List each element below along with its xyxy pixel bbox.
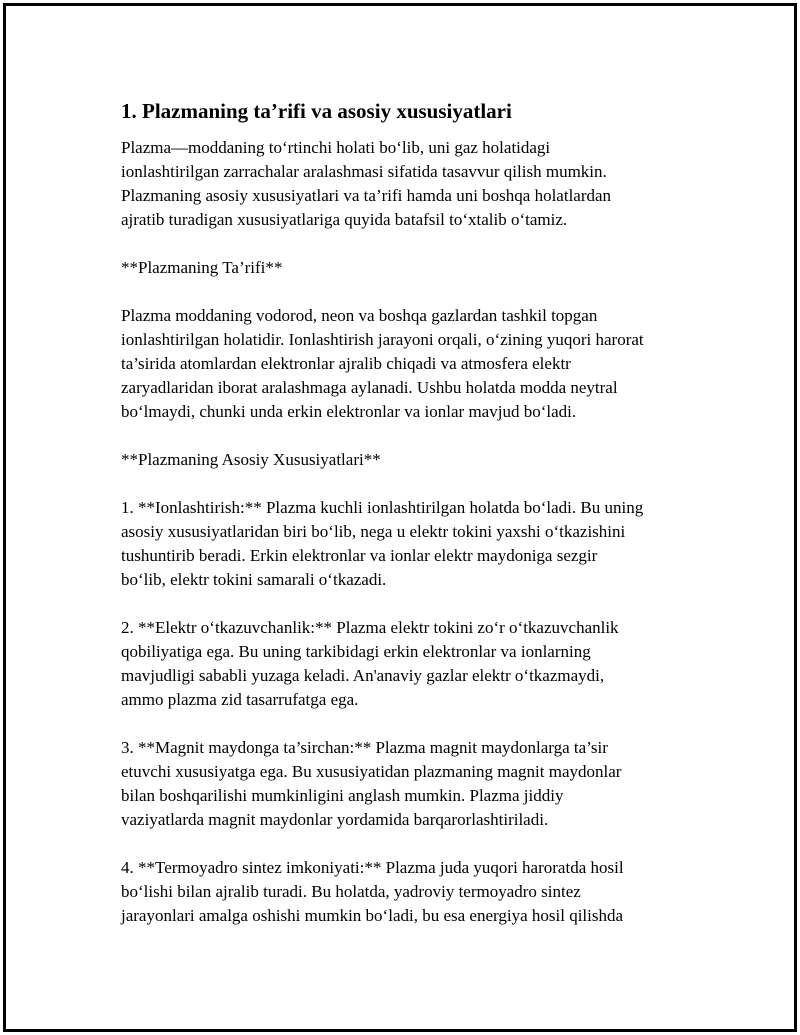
text-line: qobiliyatiga ega. Bu uning tarkibidagi erkin elektronlar va ionlarning xyxy=(121,642,591,661)
list-item-fusion xyxy=(121,856,721,928)
intro-paragraph xyxy=(121,136,721,232)
text-line: zaryadlaridan iborat aralashmaga aylanadi. Ushbu holatda modda neytral xyxy=(121,378,618,397)
list-item-conductivity xyxy=(121,616,721,712)
text-line: vaziyatlarda magnit maydonlar yordamida barqarorlashtiriladi. xyxy=(121,810,549,829)
page-frame xyxy=(3,3,797,1032)
text-line: tushuntirib beradi. Erkin elektronlar va ionlar elektr maydoniga sezgir xyxy=(121,546,598,565)
text-line: ionlashtirilgan zarrachalar aralashmasi sifatida tasavvur qilish mumkin. xyxy=(121,162,607,181)
definition-paragraph xyxy=(121,304,721,424)
text-line: etuvchi xususiyatga ega. Bu xususiyatidan plazmaning magnit maydonlar xyxy=(121,762,622,781)
text-line: ammo plazma zid tasarrufatga ega. xyxy=(121,690,359,709)
text-line: mavjudligi sababli yuzaga keladi. An'anaviy gazlar elektr o‘tkazmaydi, xyxy=(121,666,605,685)
text-line: bilan boshqarilishi mumkinligini anglash mumkin. Plazma jiddiy xyxy=(121,786,564,805)
text-line: Plazmaning asosiy xususiyatlari va ta’rifi hamda uni boshqa holatlardan xyxy=(121,186,612,205)
text-line: ionlashtirilgan holatidir. Ionlashtirish jarayoni orqali, o‘zining yuqori harorat xyxy=(121,330,644,349)
text-line: 2. **Elektr o‘tkazuvchanlik:** Plazma elektr tokini zo‘r o‘tkazuvchanlik xyxy=(121,618,619,637)
text-line: Plazma moddaning vodorod, neon va boshqa gazlardan tashkil topgan xyxy=(121,306,598,325)
text-line: 3. **Magnit maydonga ta’sirchan:** Plazma magnit maydonlarga ta’sir xyxy=(121,738,608,757)
text-line: bo‘lmaydi, chunki unda erkin elektronlar va ionlar mavjud bo‘ladi. xyxy=(121,402,577,421)
definition-heading xyxy=(121,256,721,280)
section-heading: 1. Plazmaning ta’rifi va asosiy xususiyatlari xyxy=(121,99,512,123)
text-line: asosiy xususiyatlaridan biri bo‘lib, nega u elektr tokini yaxshi o‘tkazishini xyxy=(121,522,626,541)
text-line: bo‘lishi bilan ajralib turadi. Bu holatda, yadroviy termoyadro sintez xyxy=(121,882,581,901)
text-line: jarayonlari amalga oshishi mumkin bo‘ladi, bu esa energiya hosil qilishda xyxy=(121,906,624,925)
text-line: **Plazmaning Asosiy Xususiyatlari** xyxy=(121,450,381,469)
text-line: ta’sirida atomlardan elektronlar ajralib chiqadi va atmosfera elektr xyxy=(121,354,571,373)
text-line: bo‘lib, elektr tokini samarali o‘tkazadi. xyxy=(121,570,387,589)
list-item-ionization xyxy=(121,496,721,592)
list-item-magnetic xyxy=(121,736,721,832)
text-line: 1. **Ionlashtirish:** Plazma kuchli ionlashtirilgan holatda bo‘ladi. Bu uning xyxy=(121,498,644,517)
text-line: ajratib turadigan xususiyatlariga quyida batafsil to‘xtalib o‘tamiz. xyxy=(121,210,568,229)
properties-heading xyxy=(121,448,721,472)
document-body xyxy=(121,98,721,952)
text-line: 4. **Termoyadro sintez imkoniyati:** Plazma juda yuqori haroratda hosil xyxy=(121,858,624,877)
text-line: Plazma—moddaning to‘rtinchi holati bo‘lib, uni gaz holatidagi xyxy=(121,138,551,157)
text-line: **Plazmaning Ta’rifi** xyxy=(121,258,283,277)
